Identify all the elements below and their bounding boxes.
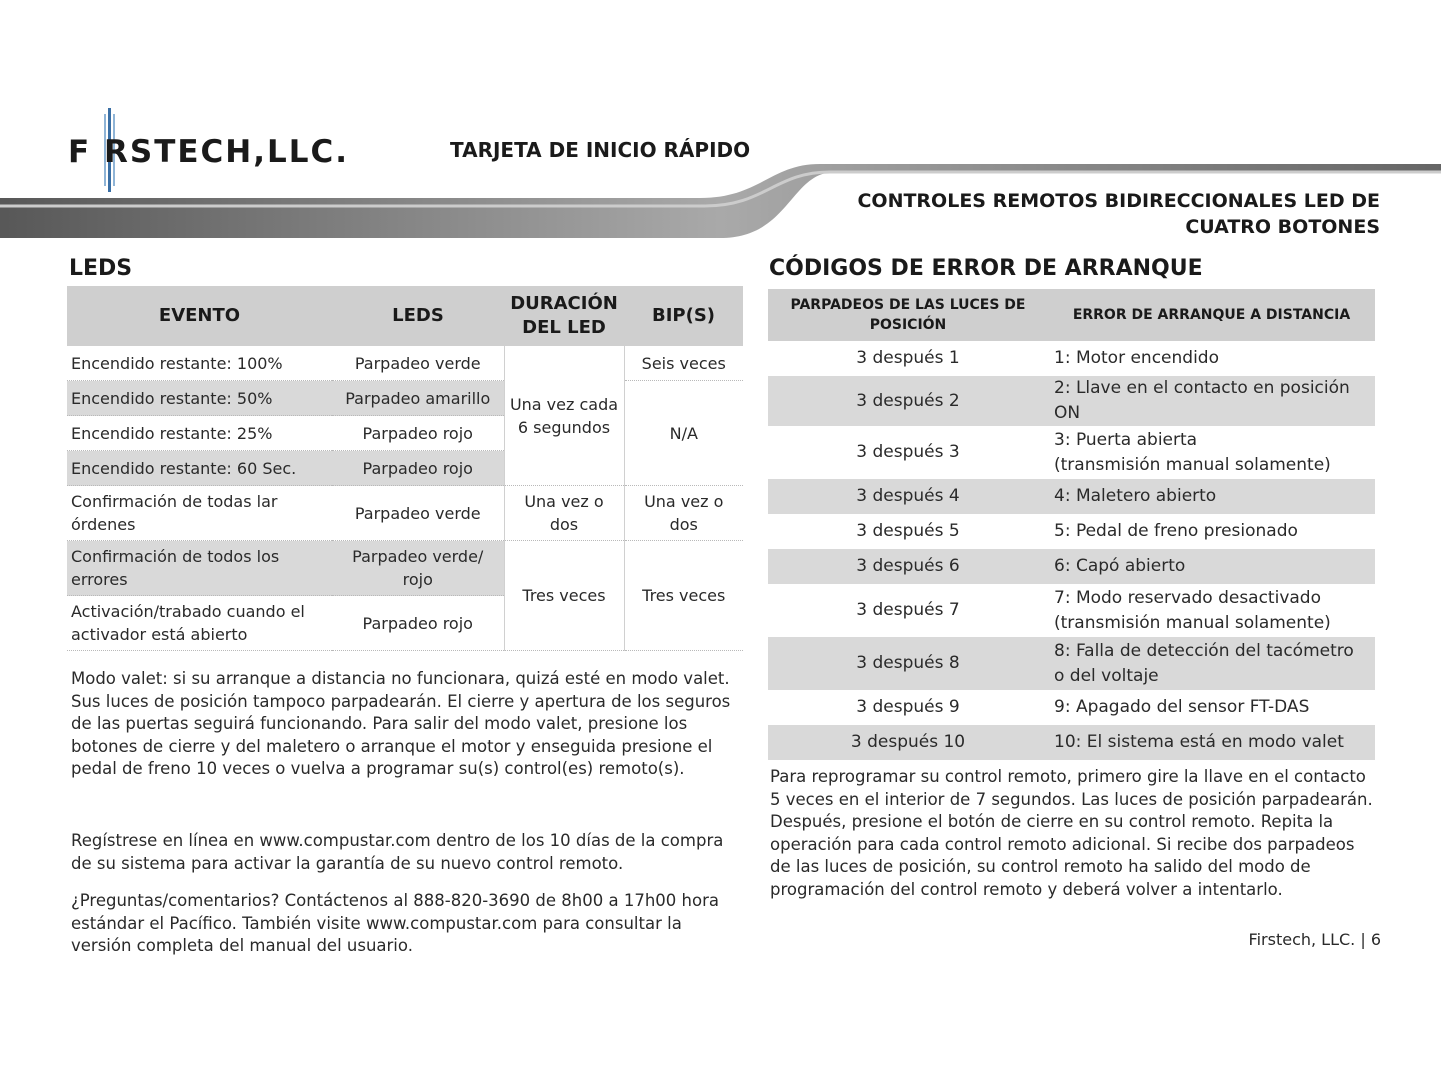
cell-desc: 6: Capó abierto (1048, 549, 1375, 584)
cell-evento: Encendido restante: 100% (67, 346, 332, 381)
cell-duracion: Una vez cada 6 segundos (504, 346, 624, 486)
cell-code: 3 después 1 (856, 348, 960, 368)
th-duracion-line2: DEL LED (522, 317, 606, 338)
register-paragraph: Regístrese en línea en www.compustar.com dentro de los 10 días de la compra de su sistema para activar la garantía de su nuevo control remoto. (71, 831, 724, 873)
th-duracion-line1: DURACIÓN (510, 293, 618, 314)
cell-desc (1048, 584, 1375, 637)
cell-desc-line2: (transmisión manual solamente) (1054, 612, 1331, 633)
cell-code: 3 después 6 (768, 549, 1048, 584)
cell-code: 3 después 8 (768, 637, 1048, 690)
cell-leds: Parpadeo rojo (332, 596, 504, 651)
cell-code: 3 después 5 (856, 521, 960, 541)
cell-bips: Una vez o dos (624, 486, 743, 541)
table-row (67, 346, 743, 381)
cell-evento: Encendido restante: 25% (67, 416, 332, 451)
card-subtitle (820, 188, 1380, 240)
cell-bips: Tres veces (624, 541, 743, 651)
questions-paragraph: ¿Preguntas/comentarios? Contáctenos al 888-820-3690 de 8h00 a 17h00 hora estándar el Pacífico. También visite www.compustar.com para consultar la versión completa del manual del usuario. (71, 891, 719, 955)
logo-letter-f: F (68, 134, 90, 170)
cell-duracion: Tres veces (504, 541, 624, 651)
cell-desc-line1: 7: Modo reservado desactivado (1054, 587, 1321, 608)
table-row (768, 584, 1375, 637)
leds-section-title: LEDS (69, 256, 133, 281)
cell-desc-line1: 8: Falla de detección del tacómetro (1054, 640, 1354, 661)
cell-leds: Parpadeo verde (332, 486, 504, 541)
logo-text: RSTECH,LLC. (104, 134, 350, 170)
th-leds: LEDS (332, 286, 504, 346)
cell-desc (1048, 637, 1375, 690)
table-row (768, 690, 1375, 725)
error-codes-section-title: CÓDIGOS DE ERROR DE ARRANQUE (769, 256, 1203, 281)
page-footer: Firstech, LLC. | 6 (1248, 930, 1381, 949)
subtitle-line-2: CUATRO BOTONES (1185, 216, 1380, 238)
table-row (768, 341, 1375, 376)
th-bips: BIP(S) (624, 286, 743, 346)
cell-leds: Parpadeo verde (332, 346, 504, 381)
reprogram-paragraph: Para reprogramar su control remoto, primero gire la llave en el contacto 5 veces en el interior de 7 segundos. Las luces de posición parpadearán. Después, presione el botón de cierre en su control remoto. Repita la operación para cada control remoto adicional. Si recibe dos parpadeos de las luces de posición, su control remoto ha salido del modo de programación del control remoto y deberá volver a intentarlo. (770, 767, 1373, 899)
cell-leds: Parpadeo verde/ rojo (332, 541, 504, 596)
table-row (768, 376, 1375, 426)
table-row (768, 514, 1375, 549)
cell-evento: Confirmación de todos los errores (67, 541, 332, 596)
cell-desc-line2: o del voltaje (1054, 665, 1159, 686)
cell-evento: Encendido restante: 60 Sec. (67, 451, 332, 486)
table-row (768, 479, 1375, 514)
cell-evento: Encendido restante: 50% (67, 381, 332, 416)
cell-desc: 1: Motor encendido (1054, 348, 1219, 368)
th-duracion (504, 286, 624, 346)
table-row (67, 381, 743, 416)
cell-desc: 2: Llave en el contacto en posición ON (1048, 376, 1375, 426)
cell-code: 3 después 4 (768, 479, 1048, 514)
cell-code: 3 después 3 (856, 442, 960, 462)
cell-duracion: Una vez o dos (504, 486, 624, 541)
cell-bips: Seis veces (624, 346, 743, 381)
cell-desc-line1: 3: Puerta abierta (1054, 429, 1198, 450)
cell-desc: 10: El sistema está en modo valet (1048, 725, 1375, 760)
cell-desc: 9: Apagado del sensor FT-DAS (1054, 697, 1310, 717)
th-evento: EVENTO (67, 286, 332, 346)
table-row (768, 725, 1375, 760)
th-parpadeos: PARPADEOS DE LAS LUCES DE POSICIÓN (768, 289, 1048, 341)
cell-leds: Parpadeo amarillo (332, 381, 504, 416)
cell-code: 3 después 7 (856, 600, 960, 620)
cell-evento: Activación/trabado cuando el activador está abierto (67, 596, 332, 651)
cell-desc-line2: (transmisión manual solamente) (1054, 454, 1331, 475)
cell-code: 3 después 9 (856, 697, 960, 717)
valet-mode-paragraph: Modo valet: si su arranque a distancia no funcionara, quizá esté en modo valet. Sus luces de posición tampoco parpadearán. El cierre y apertura de los seguros de las puertas seguirá funcionando. Para salir del modo valet, presione los botones de cierre y del maletero o arranque el motor y enseguida presione el pedal de freno 10 veces o vuelva a programar su(s) control(es) remoto(s). (71, 669, 731, 778)
error-codes-table (768, 289, 1375, 760)
cell-code: 3 después 10 (768, 725, 1048, 760)
cell-leds: Parpadeo rojo (332, 416, 504, 451)
cell-desc (1048, 426, 1375, 479)
cell-bips: N/A (624, 381, 743, 486)
table-row (67, 541, 743, 596)
th-error: ERROR DE ARRANQUE A DISTANCIA (1048, 289, 1375, 341)
cell-code: 3 después 2 (768, 376, 1048, 426)
table-row (768, 426, 1375, 479)
cell-evento: Confirmación de todas lar órdenes (67, 486, 332, 541)
cell-leds: Parpadeo rojo (332, 451, 504, 486)
leds-table (67, 286, 743, 651)
subtitle-line-1: CONTROLES REMOTOS BIDIRECCIONALES LED DE (857, 190, 1380, 212)
table-row (768, 549, 1375, 584)
card-title: TARJETA DE INICIO RÁPIDO (450, 138, 751, 162)
table-row (67, 486, 743, 541)
cell-desc: 4: Maletero abierto (1048, 479, 1375, 514)
cell-desc: 5: Pedal de freno presionado (1054, 521, 1298, 541)
table-row (768, 637, 1375, 690)
